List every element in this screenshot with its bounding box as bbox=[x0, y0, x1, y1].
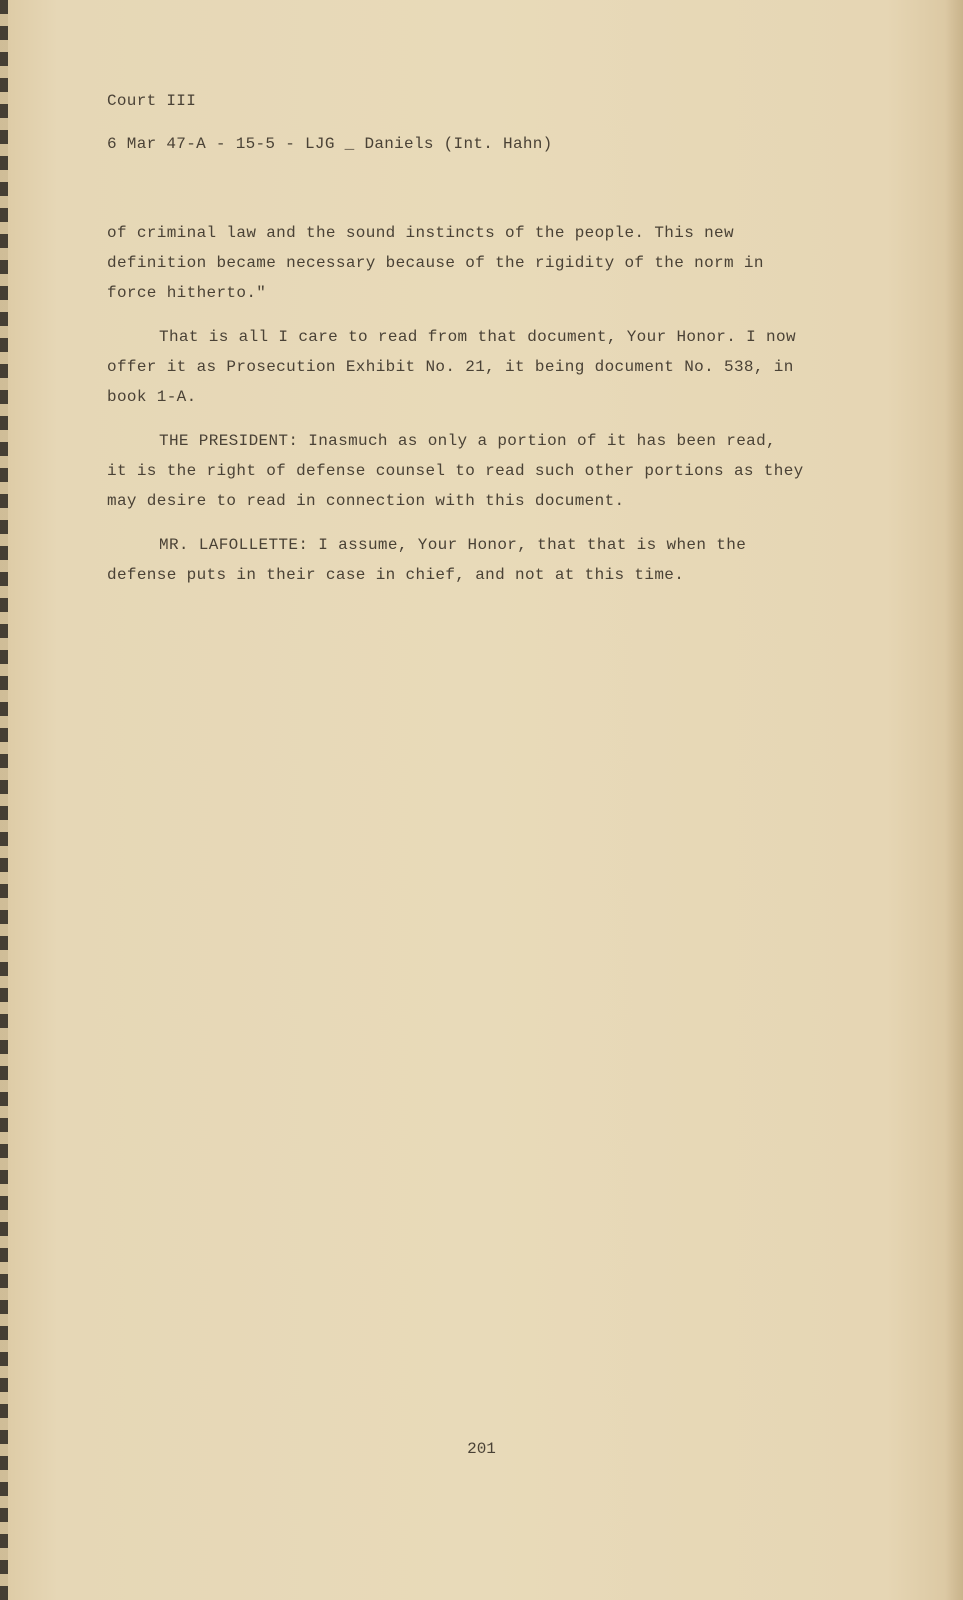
text-line: it is the right of defense counsel to read such other portions as they bbox=[107, 462, 804, 480]
session-reference: 6 Mar 47-A - 15-5 - LJG _ Daniels (Int. Hahn) bbox=[107, 135, 553, 153]
text-line: THE PRESIDENT: Inasmuch as only a portion of it has been read, bbox=[159, 432, 776, 450]
text-line: of criminal law and the sound instincts of the people. This new bbox=[107, 224, 734, 242]
court-label: Court III bbox=[107, 92, 197, 110]
text-line: force hitherto." bbox=[107, 284, 267, 302]
text-line: That is all I care to read from that document, Your Honor. I now bbox=[159, 328, 796, 346]
page-number: 201 bbox=[467, 1440, 496, 1458]
binding-edge bbox=[0, 0, 8, 1600]
transcript-body bbox=[107, 218, 847, 590]
text-line: definition became necessary because of the rigidity of the norm in bbox=[107, 254, 764, 272]
text-line: MR. LAFOLLETTE: I assume, Your Honor, that that is when the bbox=[159, 536, 747, 554]
text-line: book 1-A. bbox=[107, 388, 197, 406]
text-line: defense puts in their case in chief, and not at this time. bbox=[107, 566, 685, 584]
paragraph bbox=[107, 322, 847, 412]
text-line: offer it as Prosecution Exhibit No. 21, it being document No. 538, in bbox=[107, 358, 794, 376]
paper-edge-shadow bbox=[945, 0, 963, 1600]
paragraph bbox=[107, 218, 847, 308]
text-line: may desire to read in connection with this document. bbox=[107, 492, 625, 510]
paragraph bbox=[107, 426, 847, 516]
paragraph bbox=[107, 530, 847, 590]
